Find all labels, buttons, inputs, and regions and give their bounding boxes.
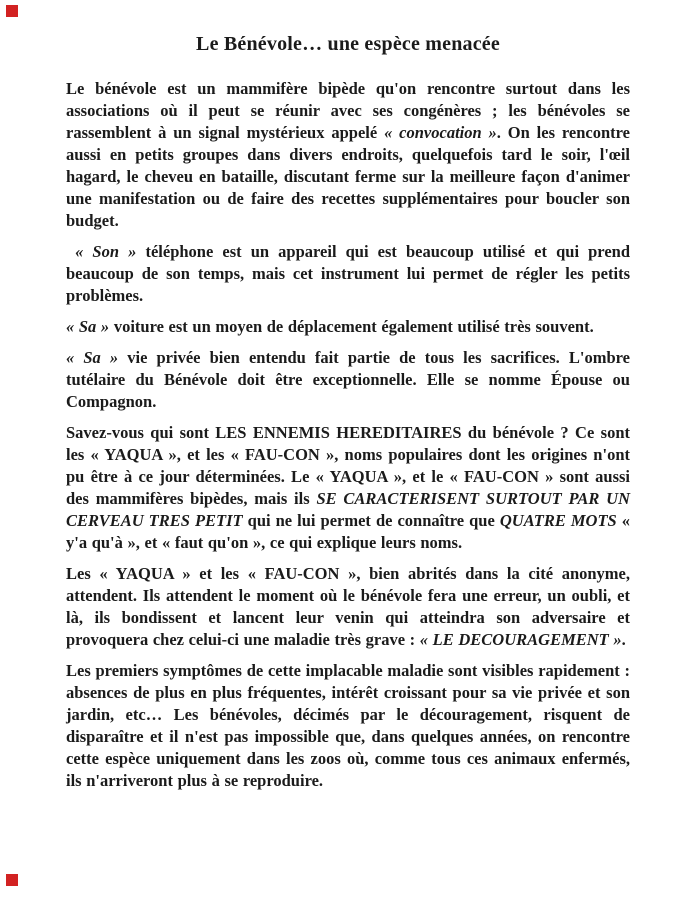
red-square-marker-bottom bbox=[6, 874, 18, 886]
text-segment: . bbox=[621, 630, 626, 649]
text-segment: « y'a qu'à », et « faut qu'on », ce qui explique leurs noms. bbox=[66, 511, 630, 552]
red-square-marker-top bbox=[6, 5, 18, 17]
text-segment: voiture est un moyen de déplacement également utilisé très souvent. bbox=[109, 317, 594, 336]
italic-text-segment: « Son » bbox=[66, 242, 137, 261]
text-segment: Les « YAQUA » et les « FAU-CON », bien abrités dans la cité anonyme, attendent. Ils attendent le moment où le bénévole fera une erreur, un oubli, et là, ils bondissent et lancent leur venin qui atteindra son adversaire et provoquera chez celui-ci une maladie très grave : bbox=[66, 564, 630, 649]
paragraph bbox=[66, 78, 630, 232]
paragraph bbox=[66, 347, 630, 413]
paragraph bbox=[66, 422, 630, 554]
page-title: Le Bénévole… une espèce menacée bbox=[196, 33, 500, 55]
text-segment: Le bénévole est un mammifère bipède qu'on rencontre surtout dans les associations où il peut se réunir avec ses congénères ; les bénévoles se rassemblent à un signal mystérieux appelé bbox=[66, 79, 630, 142]
text-segment: qui ne lui permet de connaître que bbox=[242, 511, 500, 530]
italic-text-segment: « convocation » bbox=[384, 123, 497, 142]
text-segment: . On les rencontre aussi en petits groupes dans divers endroits, quelquefois tard le soir, l'œil hagard, le cheveu en bataille, discutant ferme sur la meilleure façon d'animer une manifestation ou de faire des recettes supplémentaires pour boucler son budget. bbox=[66, 123, 630, 230]
italic-text-segment: SE CARACTERISENT SURTOUT PAR UN CERVEAU TRES PETIT bbox=[66, 489, 630, 530]
text-segment: Savez-vous qui sont LES ENNEMIS HEREDITAIRES du bénévole ? Ce sont les « YAQUA », et les « FAU-CON », noms populaires dont les origines n'ont pu être à ce jour déterminées. Le « YAQUA », et le « FAU-CON » sont aussi des mammifères bipèdes, mais ils bbox=[66, 423, 630, 508]
text-segment: téléphone est un appareil qui est beaucoup utilisé et qui prend beaucoup de son temps, mais cet instrument lui permet de régler les petits problèmes. bbox=[66, 242, 630, 305]
text-segment: Les premiers symptômes de cette implacable maladie sont visibles rapidement : absences de plus en plus fréquentes, intérêt croissant pour sa vie privée et son jardin, etc… Les bénévoles, décimés par le découragement, risquent de disparaître et il n'est pas impossible que, dans quelques années, on rencontre cette espèce uniquement dans les zoos où, comme tous ces animaux enfermés, ils n'arriveront plus à se reproduire. bbox=[66, 661, 630, 790]
text-segment: vie privée bien entendu fait partie de tous les sacrifices. L'ombre tutélaire du Bénévole doit être exceptionnelle. Elle se nomme Épouse ou Compagnon. bbox=[66, 348, 630, 411]
document-body bbox=[66, 78, 630, 792]
italic-text-segment: « LE DECOURAGEMENT » bbox=[419, 630, 622, 649]
paragraph bbox=[66, 241, 630, 307]
paragraph bbox=[66, 660, 630, 792]
italic-text-segment: « Sa » bbox=[66, 348, 119, 367]
paragraph bbox=[66, 316, 630, 338]
italic-text-segment: QUATRE MOTS bbox=[499, 511, 617, 530]
paragraph bbox=[66, 563, 630, 651]
italic-text-segment: « Sa » bbox=[66, 317, 110, 336]
